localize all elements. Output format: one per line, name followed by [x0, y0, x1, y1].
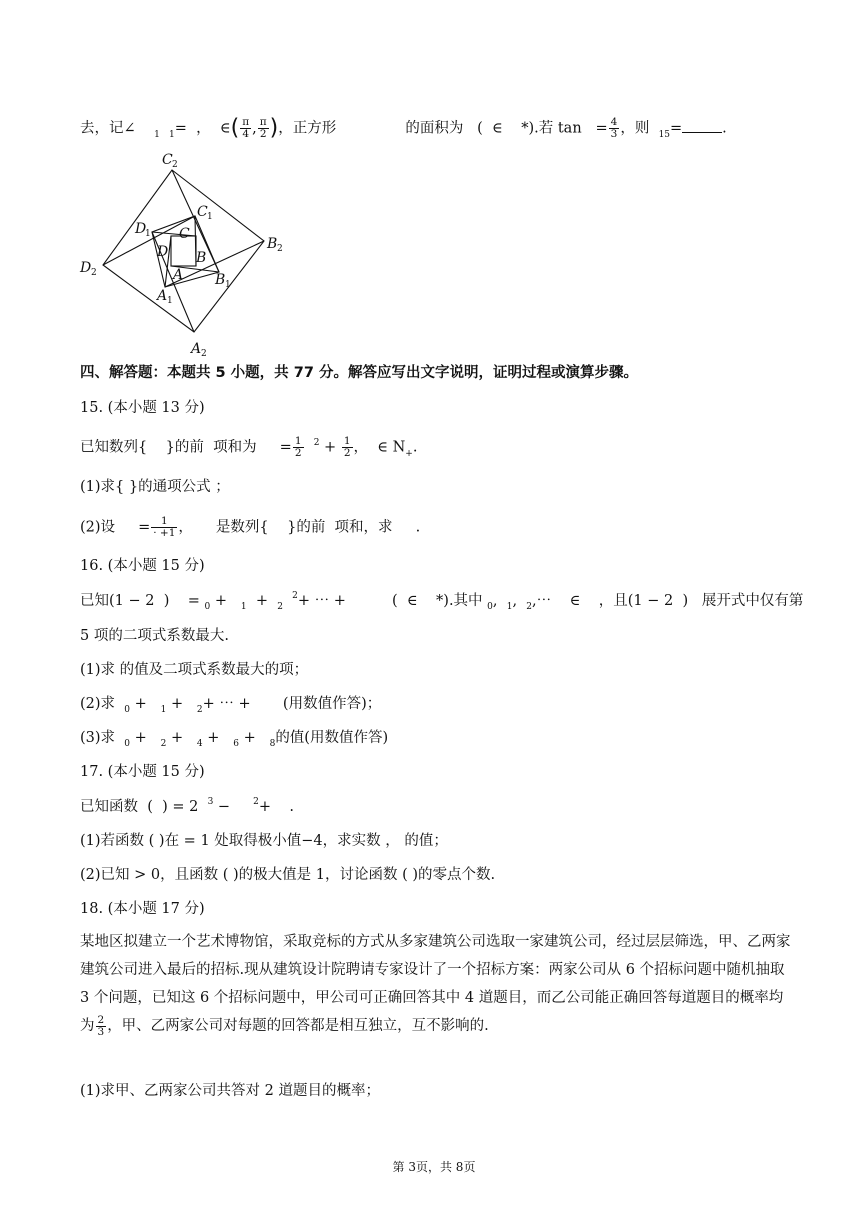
nested-squares-figure: [70, 145, 310, 360]
superscript: 3: [207, 797, 214, 807]
fraction-half: [293, 436, 304, 459]
subscript: 2: [277, 602, 283, 612]
q16-text: +: [210, 593, 228, 609]
q16-stem-2: 5 项的二项式系数最大.: [80, 628, 229, 644]
superscript: 2: [253, 797, 259, 807]
superscript: 2: [313, 437, 320, 448]
label-d1: D: [135, 221, 147, 237]
label-c1: C: [197, 204, 208, 220]
q14-text: = ， ∈: [174, 120, 231, 137]
q16-text: (2)求: [80, 696, 116, 712]
q14-text: 的面积为 ( ∈ *).若 tan =: [405, 120, 608, 137]
q18-text: 某地区拟建立一个艺术博物馆，采取竞标的方式从多家建筑公司选取一家建筑公司，经过层层筛选，甲、乙两家建筑公司进入最后的招标.现从建筑设计院聘请专家设计了一个招标方案：两家公司从 6 个招标问题中随机抽取 3 个问题，已知这 6 个招标问题中，甲公司可正确回答其中 4 道题目，而乙公司能正确回答每道题目的概率均为: [80, 934, 791, 1034]
subscript: 1: [506, 602, 513, 612]
label-b2: B: [267, 236, 278, 252]
q17-header: 17. (本小题 15 分): [80, 764, 205, 780]
frac-num: π: [242, 116, 250, 128]
q16-part2: [80, 694, 381, 716]
q16-part3: [80, 728, 388, 750]
superscript: 2: [292, 591, 298, 601]
frac-num: 4: [610, 116, 618, 128]
subscript: 1: [240, 602, 247, 612]
label-a1: A: [157, 288, 168, 304]
q16-part1: (1)求 的值及二项式系数最大的项；: [80, 662, 309, 678]
frac-num: 1: [343, 435, 351, 447]
frac-den: 2: [294, 447, 302, 459]
q15-stem: [80, 436, 417, 460]
answer-blank: [682, 120, 722, 133]
q17-stem: [80, 797, 294, 819]
q16-text: (3)求: [80, 730, 116, 746]
label-c2: C: [162, 152, 173, 168]
subscript: 0: [124, 739, 130, 749]
q18-part1: (1)求甲、乙两家公司共答对 2 道题目的概率；: [80, 1083, 380, 1099]
q15-text: +: [319, 439, 341, 456]
q17-part2: (2)已知 > 0，且函数 ( )的极大值是 1，讨论函数 ( )的零点个数.: [80, 867, 496, 883]
q14-text: .: [722, 120, 727, 137]
label-b1-sub: 1: [225, 280, 231, 290]
subscript: 2: [196, 705, 203, 715]
label-c: C: [179, 226, 190, 242]
fraction-half: [342, 436, 353, 459]
frac-num: 2: [97, 1013, 105, 1026]
q16-text: +: [170, 696, 184, 712]
q14-text: ，则: [620, 120, 650, 137]
subscript: 4: [196, 739, 203, 749]
q15-text: ， 是数列{ }的前 项和，求 .: [178, 519, 421, 536]
q16-text: +: [134, 696, 147, 712]
q16-text: 的值(用数值作答): [275, 730, 389, 746]
label-d1-sub: 1: [145, 229, 151, 239]
q16-text: +: [243, 730, 256, 746]
frac-num: 1: [294, 435, 302, 447]
label-b1: B: [215, 272, 226, 288]
q16-text: +: [170, 730, 184, 746]
fraction-pi-2: [258, 117, 269, 140]
q15-text: 已知数列{ }的前 项和为 =: [80, 439, 292, 456]
q14-text: =: [670, 120, 683, 137]
label-d: D: [157, 244, 169, 260]
frac-den: 4: [242, 128, 249, 140]
frac-den: 3: [610, 128, 618, 140]
q16-text: +: [134, 730, 147, 746]
frac-den: 3: [97, 1025, 105, 1038]
q14-sub: 1: [154, 129, 160, 140]
subscript: +: [405, 448, 413, 459]
q18-paragraph: [80, 928, 792, 1040]
q17-part1: (1)若函数 ( )在 = 1 处取得极小值−4，求实数 ， 的值；: [80, 833, 448, 849]
q15-text: ， ∈ N: [353, 439, 406, 456]
q14-tail-line: 去，记∠ $_1$ $_1$= ， ∈( $\frac{\pi}{4}$ , $\frac{\pi}{2}$ )，正方形 的面积为 ( ∈ *).若 tan = $\frac{4}{3}$ ，则 $_{15}$= .: [80, 115, 727, 141]
label-c1-sub: 1: [207, 212, 213, 222]
q15-part2: [80, 516, 420, 539]
q14-text: 去，记∠: [80, 120, 136, 137]
frac-den: 2: [343, 447, 351, 459]
q15-header: 15. (本小题 13 分): [80, 400, 205, 416]
q15-part1: (1)求{ }的通项公式 ；: [80, 479, 230, 495]
interval-close-paren: ): [269, 115, 279, 141]
subscript: 1: [160, 705, 167, 715]
subscript: 6: [233, 739, 239, 749]
q16-stem-1: 已知(1 − 2 ) = $_0$ + $_1$ + $_2$ $^2$+ ⋯ + ( ∈ *).其中 $_0$, $_1$, $_2$,⋯ ∈ ，且(1 − 2 ) 展开式中仅有第: [80, 591, 804, 612]
q16-text: + ⋯ + (用数值作答)；: [202, 696, 382, 712]
q14-sub: 1: [169, 129, 175, 140]
label-b2-sub: 2: [277, 244, 283, 254]
interval-open-paren: (: [230, 115, 240, 141]
label-a: A: [173, 267, 184, 283]
page-footer: 第 3页，共 8页: [392, 1160, 476, 1174]
frac-den: · +1: [153, 527, 176, 539]
label-c2-sub: 2: [172, 160, 178, 170]
q14-text: ，正方形: [278, 120, 337, 137]
q16-header: 16. (本小题 15 分): [80, 558, 205, 574]
q16-text: +: [207, 730, 220, 746]
subscript: 2: [160, 739, 167, 749]
label-d2-sub: 2: [91, 268, 97, 278]
q15-text: .: [412, 439, 418, 456]
label-a2: A: [191, 341, 202, 357]
subscript: 0: [124, 705, 130, 715]
q17-text: −: [217, 799, 231, 815]
q18-header: 18. (本小题 17 分): [80, 901, 205, 917]
q15-text: (2)设 =: [80, 519, 151, 536]
fraction-pi-4: [240, 117, 251, 140]
fraction-bn: [151, 516, 177, 539]
label-a1-sub: 1: [167, 296, 173, 306]
subscript: 8: [269, 739, 276, 749]
q16-text: + ⋯ + ( ∈ *).其中: [297, 593, 483, 609]
q16-text: +: [246, 593, 268, 609]
label-b: B: [196, 250, 207, 266]
q16-text: ,⋯ ∈ ，且(1 − 2 ) 展开式中仅有第: [532, 593, 804, 609]
subscript: 0: [204, 602, 211, 612]
label-d2: D: [80, 260, 92, 276]
q18-text: ，甲、乙两家公司对每题的回答都是相互独立，互不影响的.: [107, 1018, 489, 1034]
subscript: 0: [487, 602, 493, 612]
q16-text: 已知(1 − 2 ) =: [80, 593, 200, 609]
fraction-4-3: [609, 117, 620, 140]
frac-den: 2: [259, 128, 267, 140]
q14-sub: 15: [658, 129, 671, 140]
label-a2-sub: 2: [201, 349, 207, 359]
frac-num: π: [259, 116, 267, 128]
q17-text: + .: [258, 799, 295, 815]
subscript: 2: [526, 602, 533, 612]
frac-num: 1: [151, 516, 177, 528]
q17-text: 已知函数 ( ) = 2: [80, 799, 199, 815]
fraction-2-3: [96, 1015, 107, 1038]
section-heading: 四、解答题：本题共 5 小题，共 77 分。解答应写出文字说明，证明过程或演算步骤。: [80, 365, 638, 381]
